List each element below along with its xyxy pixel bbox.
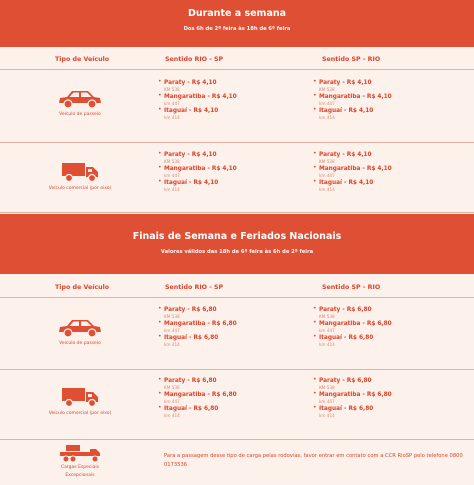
car-vehicle-cell: [20, 89, 140, 117]
weekend-truck-row: [0, 370, 474, 440]
toll-price: • Paraty - R$ 6,80: [164, 378, 217, 384]
car-label: Veículo de passeio: [59, 341, 101, 346]
toll-price: • Itaguaí - R$ 6,80: [319, 406, 374, 412]
list-item: [313, 306, 463, 320]
toll-km: km 447: [319, 399, 335, 404]
toll-price: • Mangaratiba - R$ 6,80: [319, 392, 392, 398]
toll-price: • Mangaratiba - R$ 6,80: [319, 321, 392, 327]
car-vehicle-cell: [20, 318, 140, 346]
weekend-title: Finais de Semana e Feriados Nacionais: [132, 231, 342, 242]
toll-km: KM 538: [164, 87, 180, 92]
list-item: [313, 93, 463, 107]
weekday-subtitle: Dos 6h de 2ª feira às 18h de 6ª feira: [183, 26, 291, 32]
toll-price: • Paraty - R$ 6,80: [319, 378, 372, 384]
toll-price: • Mangaratiba - R$ 4,10: [319, 166, 392, 172]
toll-km: km 414: [319, 187, 335, 192]
weekday-truck-rio-list: [158, 151, 308, 193]
truck-label: Veículo comercial (por eixo): [48, 186, 112, 191]
toll-km: KM 538: [164, 159, 180, 164]
list-item: [158, 377, 308, 391]
toll-km: KM 538: [319, 87, 335, 92]
car-icon: [20, 318, 140, 338]
weekday-truck-row: [0, 143, 474, 213]
toll-price: • Itaguaí - R$ 4,10: [164, 180, 219, 186]
toll-price: • Itaguaí - R$ 4,10: [319, 108, 374, 114]
toll-km: km 447: [164, 328, 180, 333]
weekday-title: Durante a semana: [187, 8, 287, 19]
toll-price: • Paraty - R$ 6,80: [319, 307, 372, 313]
header-rio-sp: Sentido RIO - SP: [165, 284, 224, 291]
truck-icon: [20, 161, 140, 183]
toll-price: • Paraty - R$ 4,10: [319, 152, 372, 158]
special-cargo-icon: [20, 444, 140, 464]
toll-price: • Mangaratiba - R$ 6,80: [164, 392, 237, 398]
toll-km: km 447: [319, 328, 335, 333]
special-cargo-label: Cargas Especiais: [61, 465, 99, 470]
list-item: [313, 320, 463, 334]
weekend-truck-sp-list: [313, 377, 463, 419]
list-item: [158, 79, 308, 93]
list-item: [158, 334, 308, 348]
weekend-car-sp-list: [313, 306, 463, 348]
toll-km: km 447: [164, 101, 180, 106]
header-sp-rio: Sentido SP - RIO: [322, 284, 381, 291]
truck-label: Veículo comercial (por eixo): [48, 411, 112, 416]
toll-km: KM 538: [164, 385, 180, 390]
header-rio-sp: Sentido RIO - SP: [165, 56, 224, 63]
list-item: [158, 320, 308, 334]
header-sp-rio: Sentido SP - RIO: [322, 56, 381, 63]
list-item: [158, 179, 308, 193]
toll-km: km 414: [164, 342, 180, 347]
car-icon: [20, 89, 140, 109]
toll-km: km 447: [319, 173, 335, 178]
header-vehicle-type: Tipo de Veículo: [55, 56, 110, 63]
toll-price: • Paraty - R$ 4,10: [164, 152, 217, 158]
toll-price: • Mangaratiba - R$ 4,10: [319, 94, 392, 100]
toll-km: km 414: [164, 187, 180, 192]
toll-km: KM 538: [319, 385, 335, 390]
weekday-table-header: [0, 50, 474, 70]
list-item: [313, 151, 463, 165]
toll-km: KM 538: [319, 159, 335, 164]
list-item: [158, 151, 308, 165]
weekday-car-row: [0, 71, 474, 143]
list-item: [158, 405, 308, 419]
toll-km: KM 538: [319, 314, 335, 319]
toll-km: km 414: [319, 342, 335, 347]
toll-price: • Itaguaí - R$ 4,10: [164, 108, 219, 114]
header-vehicle-type: Tipo de Veículo: [55, 284, 110, 291]
list-item: [313, 405, 463, 419]
special-cargo-note: Para a passagem desse tipo de carga pelas rodovias, favor entrar em contato com a CCR RioSP pelo telefone 0800 0173536: [164, 453, 463, 468]
list-item: [158, 107, 308, 121]
toll-km: KM 538: [164, 314, 180, 319]
toll-km: km 414: [164, 413, 180, 418]
truck-vehicle-cell: [20, 386, 140, 416]
weekend-table-header: [0, 278, 474, 298]
toll-km: km 414: [319, 413, 335, 418]
list-item: [313, 165, 463, 179]
weekend-subtitle: Valores válidos das 18h de 6ª feira às 6h de 2ª feira: [160, 249, 314, 255]
truck-vehicle-cell: [20, 161, 140, 191]
toll-km: km 447: [164, 399, 180, 404]
toll-price: • Itaguaí - R$ 6,80: [319, 335, 374, 341]
truck-icon: [20, 386, 140, 408]
list-item: [158, 306, 308, 320]
weekday-car-rio-list: [158, 79, 308, 121]
weekday-truck-sp-list: [313, 151, 463, 193]
toll-km: km 447: [164, 173, 180, 178]
weekday-car-sp-list: [313, 79, 463, 121]
toll-price: • Mangaratiba - R$ 4,10: [164, 166, 237, 172]
list-item: [313, 179, 463, 193]
list-item: [313, 334, 463, 348]
list-item: [313, 391, 463, 405]
car-label: Veículo de passeio: [59, 112, 101, 117]
special-cargo-sublabel: Excepcionais: [65, 473, 95, 478]
list-item: [158, 165, 308, 179]
list-item: [313, 377, 463, 391]
weekend-truck-rio-list: [158, 377, 308, 419]
weekend-car-row: [0, 298, 474, 370]
toll-price: • Paraty - R$ 4,10: [164, 80, 217, 86]
list-item: [158, 93, 308, 107]
toll-price: • Mangaratiba - R$ 4,10: [164, 94, 237, 100]
toll-km: km 414: [319, 115, 335, 120]
list-item: [313, 107, 463, 121]
weekday-banner: [0, 0, 474, 47]
toll-price: • Itaguaí - R$ 6,80: [164, 406, 219, 412]
special-cargo-cell: [20, 444, 140, 478]
list-item: [158, 391, 308, 405]
toll-price: • Paraty - R$ 4,10: [319, 80, 372, 86]
toll-price: • Itaguaí - R$ 6,80: [164, 335, 219, 341]
weekend-banner: [0, 214, 474, 274]
weekend-car-rio-list: [158, 306, 308, 348]
toll-price: • Mangaratiba - R$ 6,80: [164, 321, 237, 327]
toll-km: km 414: [164, 115, 180, 120]
toll-km: km 447: [319, 101, 335, 106]
toll-price: • Paraty - R$ 6,80: [164, 307, 217, 313]
list-item: [313, 79, 463, 93]
toll-price: • Itaguaí - R$ 4,10: [319, 180, 374, 186]
